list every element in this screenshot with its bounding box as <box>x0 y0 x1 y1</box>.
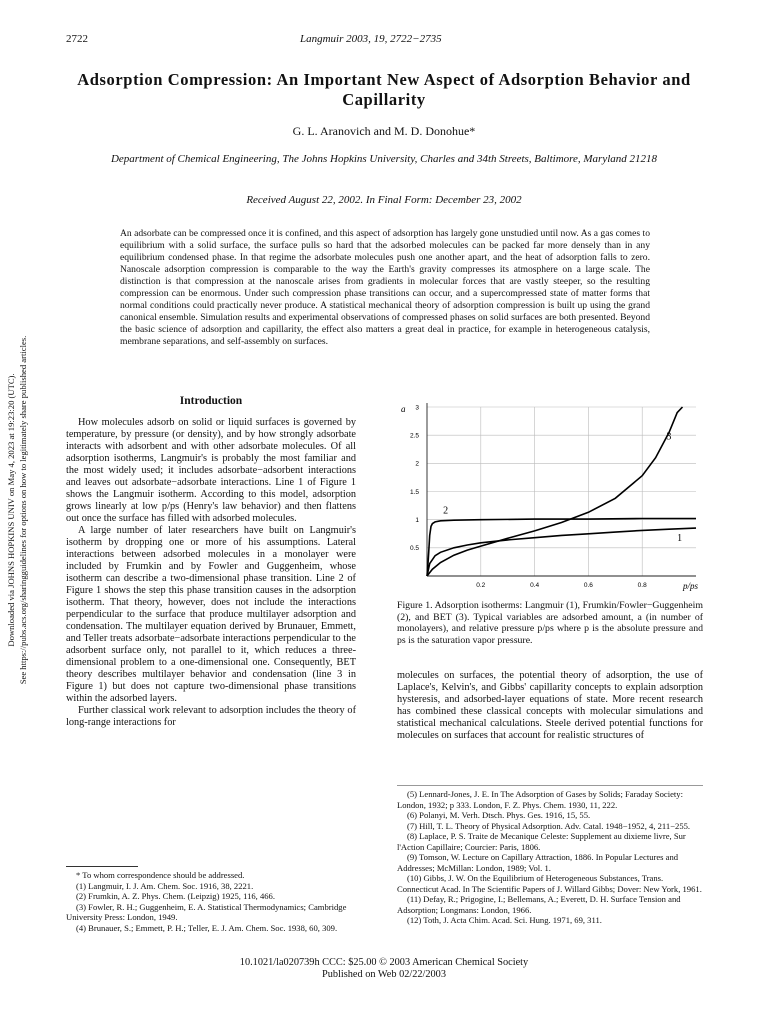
isotherm-chart <box>392 395 704 595</box>
body-paragraph: How molecules adsorb on solid or liquid surfaces is governed by temperature, by pressure (or density), and by how strongly adsorbate interacts with adsorbent and with other adsorbate molecules. Of all adsorption isotherms, Langmuir's is probably the most familiar and the most widely used; it includes adsorbate−adsorbent interactions and leaves out adsorbate−adsorbate interactions. Line 1 of Figure 1 shows the Langmuir isotherm. According to this model, adsorption grows linearly at low p/ps (Henry's law behavior) and then flattens out once the surface has filled with adsorbed molecules. <box>66 417 356 524</box>
abstract: An adsorbate can be compressed once it is confined, and this aspect of adsorption has largely gone unstudied until now. As a gas comes to equilibrium with a solid surface, the surface pulls so hard that the adsorbed molecules can be packed far more densely than in any equilibrium condensed phase. In that regime the adsorbate molecules push one another apart, and the heat of adsorption falls to zero. Nanoscale adsorption compression is comparable to the way the Earth's gravity compresses its atmosphere on a large scale. The distinction is that compression at the nanoscale arises from gradients in molecular forces that are vastly steeper, so the resulting compression can be enormous. Under such compression phase transitions can occur, and a supercompressed state of matter forms that normal conditions could practically never produce. A statistical mechanical theory of adsorption compression is built up using the grand canonical ensemble. Simulation results and experimental observations of compressed phases on solid surfaces are both presented. Beyond the basic science of adsorption and capillarity, the effect also matters a great deal in practice, for example in heterogeneous catalysis, membrane separations, and self-assembly on surfaces. <box>120 228 650 347</box>
section-heading-introduction: Introduction <box>179 395 243 407</box>
footnote-divider <box>66 866 138 867</box>
footnote: (9) Tomson, W. Lecture on Capillary Attraction, 1886. In Popular Lectures and Addresses; McMillan: London, 1989; Vol. 1. <box>397 852 679 873</box>
journal-reference: Langmuir 2003, 19, 2722−2735 <box>300 33 442 45</box>
curve-label-2: 2 <box>443 505 449 517</box>
publication-date: Published on Web 02/22/2003 <box>322 969 446 980</box>
chart-ticks <box>410 404 647 589</box>
footnote-divider <box>397 785 703 786</box>
download-notice-line-1: Downloaded via JOHNS HOPKINS UNIV on May 4, 2023 at 19:23:20 (UTC). <box>6 373 16 647</box>
footnote: (3) Fowler, R. H.; Guggenheim, E. A. Statistical Thermodynamics; Cambridge University Press: London, 1949. <box>66 901 347 922</box>
article-title: Adsorption Compression: An Important New Aspect of Adsorption Behavior and Capillarity <box>77 70 691 109</box>
x-tick-label: 0.8 <box>637 582 647 589</box>
chart-labels <box>401 404 698 591</box>
footnote: (12) Toth, J. Acta Chim. Acad. Sci. Hung. 1971, 69, 311. <box>407 915 602 925</box>
y-tick-label: 1.5 <box>409 488 419 496</box>
footnote: (4) Brunauer, S.; Emmett, P. H.; Teller, E. J. Am. Chem. Soc. 1938, 60, 309. <box>76 922 338 933</box>
x-tick-label: 0.2 <box>476 582 486 589</box>
footnote: (8) Laplace, P. S. Traite de Mecanique Celeste: Supplement au dixieme livre, Sur l'Action Capillaire; Courcier: Paris, 1806. <box>397 831 686 852</box>
left-column-body <box>66 417 356 729</box>
x-tick-label: 0.4 <box>530 582 540 589</box>
received-dates: Received August 22, 2002. In Final Form: December 23, 2002 <box>246 194 522 206</box>
right-column-body: molecules on surfaces, the potential theory of adsorption, the use of Laplace's, Kelvin's, and Gibbs' capillarity concepts to explain adsorption hysteresis, and adsorbed-layer equations of state. More recent research has combined these classical concepts with molecular simulations and statistical mechanical calculations. Steele derived potential functions for molecules on surfaces that account for realistic structures of <box>397 670 703 741</box>
download-notice-line-2[interactable]: See https://pubs.acs.org/sharingguidelines for options on how to legitimately share published articles. <box>18 335 28 685</box>
curve-label-3: 3 <box>666 431 672 443</box>
authors: G. L. Aranovich and M. D. Donohue* <box>292 124 476 138</box>
footnotes-left <box>66 870 356 933</box>
y-axis-label: a <box>401 404 406 414</box>
page-footer <box>60 957 708 981</box>
footnote: (11) Defay, R.; Prigogine, I.; Bellemans, A.; Everett, D. H. Surface Tension and Adsorption; Longmans: London, 1966. <box>397 894 681 915</box>
footnote: (7) Hill, T. L. Theory of Physical Adsorption. Adv. Catal. 1948−1952, 4, 211−255. <box>407 820 691 831</box>
body-paragraph: A large number of later researchers have built on Langmuir's isotherm by dropping one or more of his assumptions. Lateral interactions between adsorbed molecules in a monolayer were included by Frumkin and by Fowler and Guggenheim, whose isotherm can describe a two-dimensional phase transition. Line 2 of Figure 1 shows the step this phase transition causes in the adsorption isotherm. That theory, however, does not include the interactions perpendicular to the surface that produce multilayer adsorption and condensation. The multilayer equation derived by Brunauer, Emmett, and Teller treats adsorbate−adsorbate interactions perpendicular to the adsorbent surface only, not parallel to it, which reduces a three-dimensional problem to a one-dimensional one. Consequently, BET theory describes multilayer behavior and condensation (line 3 in Figure 1) but does not capture two-dimensional phase transitions within the adsorbed layers. <box>66 525 356 704</box>
footnotes-right <box>397 789 703 926</box>
y-tick-label: 2 <box>415 460 419 468</box>
series-line-1 <box>427 528 696 576</box>
doi-copyright: 10.1021/la020739h CCC: $25.00 © 2003 American Chemical Society <box>239 957 529 968</box>
curve-label-1: 1 <box>677 533 683 545</box>
y-tick-label: 0.5 <box>409 545 419 553</box>
series-line-2 <box>427 519 696 577</box>
y-tick-label: 3 <box>415 404 419 412</box>
footnote: (2) Frumkin, A. Z. Phys. Chem. (Leipzig) 1925, 116, 466. <box>76 891 275 901</box>
footnote: (1) Langmuir, I. J. Am. Chem. Soc. 1916, 38, 2221. <box>76 880 254 891</box>
footnote: * To whom correspondence should be addressed. <box>76 870 245 880</box>
y-tick-label: 2.5 <box>409 432 419 440</box>
body-paragraph: Further classical work relevant to adsorption includes the theory of long-range interactions for <box>66 705 356 728</box>
footnote: (10) Gibbs, J. W. On the Equilibrium of Heterogeneous Substances, Trans. Connecticut Acad. In The Scientific Papers of J. Willard Gibbs; Dover: New York, 1961. <box>397 873 702 894</box>
affiliation: Department of Chemical Engineering, The Johns Hopkins University, Charles and 34th Streets, Baltimore, Maryland 21218 <box>110 153 658 165</box>
figure-caption: Figure 1. Adsorption isotherms: Langmuir (1), Frumkin/Fowler−Guggenheim (2), and BET (3). Typical variables are adsorbed amount, a (in number of monolayers), and relative pressure p/ps where p is the absolute pressure and ps is the saturation vapor pressure. <box>397 600 703 646</box>
footnote: (5) Lennard-Jones, J. E. In The Adsorption of Gases by Solids; Faraday Society: London, 1932; p 333. London, F. Z. Phys. Chem. 1930, 11, 222. <box>397 789 683 810</box>
page-number: 2722 <box>66 33 88 45</box>
download-notice <box>0 300 34 720</box>
footnote: (6) Polanyi, M. Verh. Dtsch. Phys. Ges. 1916, 15, 55. <box>407 810 591 820</box>
y-tick-label: 1 <box>415 516 419 524</box>
x-tick-label: 0.6 <box>583 582 593 589</box>
x-axis-label: p/ps <box>682 581 698 591</box>
